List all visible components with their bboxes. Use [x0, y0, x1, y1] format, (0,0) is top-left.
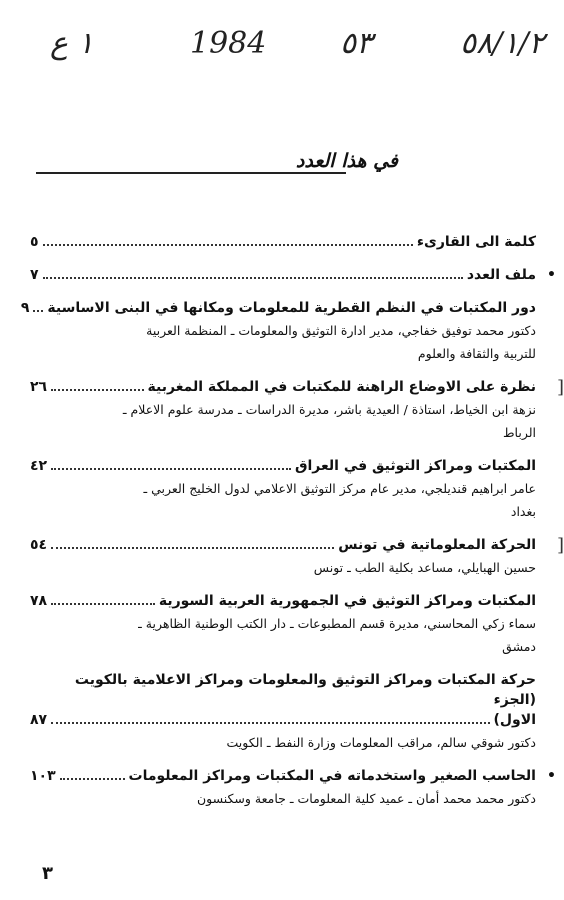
handwritten-number: ٥٣	[340, 26, 373, 61]
toc-title: الحاسب الصغير واستخدماته في المكتبات ومراكز المعلومات	[128, 768, 536, 784]
toc-title-line	[30, 377, 536, 397]
toc-title: كلمة الى القارىء	[416, 234, 536, 250]
table-of-contents	[20, 232, 564, 822]
dot-leader	[60, 778, 125, 780]
toc-title: المكتبات ومراكز التوثيق في الجمهورية العربية السورية	[158, 593, 536, 609]
margin-mark: [	[556, 377, 564, 398]
page-number: ٣	[42, 863, 53, 884]
toc-title: الحركة المعلوماتية في تونس	[338, 537, 536, 553]
toc-title-line	[20, 298, 536, 318]
handwritten-letters: ١ ع	[50, 26, 94, 61]
toc-author-line: نزهة ابن الخياط، استاذة / العيدية باشر، مديرة الدراسات ـ مدرسة علوم الاعلام ـ	[122, 402, 536, 417]
toc-page-number: ١٠٣	[30, 768, 56, 784]
toc-entry	[30, 232, 536, 252]
toc-page-number: ٥٤	[30, 537, 48, 553]
toc-page-number: ٥	[30, 234, 39, 250]
dot-leader	[43, 244, 413, 246]
toc-title: المكتبات ومراكز التوثيق في العراق	[294, 458, 536, 474]
handwritten-year: 1984	[190, 26, 267, 61]
dot-leader	[43, 277, 463, 279]
toc-author-line: دكتور محمد توفيق خفاجي، مدير ادارة التوثيق والمعلومات ـ المنظمة العربية	[146, 323, 536, 338]
toc-title: دور المكتبات في النظم القطرية للمعلومات ومكانها في البنى الاساسية	[47, 300, 536, 316]
toc-entry	[30, 535, 564, 578]
dot-leader	[51, 389, 143, 391]
toc-author-line: دكتور شوقي سالم، مراقب المعلومات وزارة النفط ـ الكويت	[226, 735, 536, 750]
toc-entry	[30, 670, 536, 753]
bullet-icon: •	[547, 267, 556, 283]
bullet-icon: •	[547, 768, 556, 784]
toc-title-line	[30, 232, 536, 252]
toc-author-line: للتربية والثقافة والعلوم	[417, 346, 536, 361]
dot-leader	[33, 310, 43, 312]
dot-leader	[51, 722, 489, 724]
toc-title-line	[30, 535, 536, 555]
toc-title-line	[30, 591, 536, 611]
contents-heading: في هذا العدد	[295, 150, 398, 172]
toc-author-line: عامر ابراهيم قنديلجي، مدير عام مركز التوثيق الاعلامي لدول الخليج العربي ـ	[143, 481, 536, 496]
dot-leader	[51, 468, 291, 470]
handwritten-annotation	[40, 26, 545, 86]
toc-page-number: ٧	[30, 267, 39, 283]
toc-author-line: سماء زكي المحاسني، مديرة قسم المطبوعات ـ دار الكتب الوطنية الظاهرية ـ	[138, 616, 536, 631]
toc-title-part: الاول)	[493, 712, 536, 728]
toc-author-line: دكتور محمد محمد أمان ـ عميد كلية المعلومات ـ جامعة وسكنسون	[196, 791, 536, 806]
toc-author-line: حسين الهبايلي، مساعد بكلية الطب ـ تونس	[313, 560, 536, 575]
toc-title-line	[30, 766, 536, 786]
toc-entry	[30, 456, 536, 522]
toc-author-line: بغداد	[510, 504, 536, 519]
toc-page-number: ٨٧	[30, 712, 48, 728]
toc-page-number: ٢٦	[30, 379, 48, 395]
toc-title: حركة المكتبات ومراكز التوثيق والمعلومات ومراكز الاعلامية بالكويت (الجزء	[74, 672, 536, 708]
toc-author-line: دمشق	[502, 639, 536, 654]
toc-page-number: ٧٨	[30, 593, 48, 609]
toc-author-line: الرباط	[502, 425, 536, 440]
toc-page-number: ٩	[20, 300, 30, 316]
toc-title: نظرة على الاوضاع الراهنة للمكتبات في المملكة المغربية	[147, 379, 536, 395]
heading-rule	[36, 172, 346, 174]
dot-leader	[51, 547, 334, 549]
toc-entry	[20, 298, 536, 364]
handwritten-serial: ٥٨/١/٢	[460, 26, 545, 61]
toc-entry	[30, 377, 564, 443]
toc-title-line	[30, 265, 536, 285]
toc-entry	[30, 265, 556, 285]
margin-mark: [	[556, 535, 564, 556]
toc-entry	[30, 766, 556, 809]
toc-title: ملف العدد	[466, 267, 536, 283]
toc-page-number: ٤٢	[30, 458, 48, 474]
toc-entry	[30, 591, 536, 657]
dot-leader	[51, 603, 155, 605]
toc-title-line	[30, 456, 536, 476]
toc-title-continued	[30, 710, 536, 730]
